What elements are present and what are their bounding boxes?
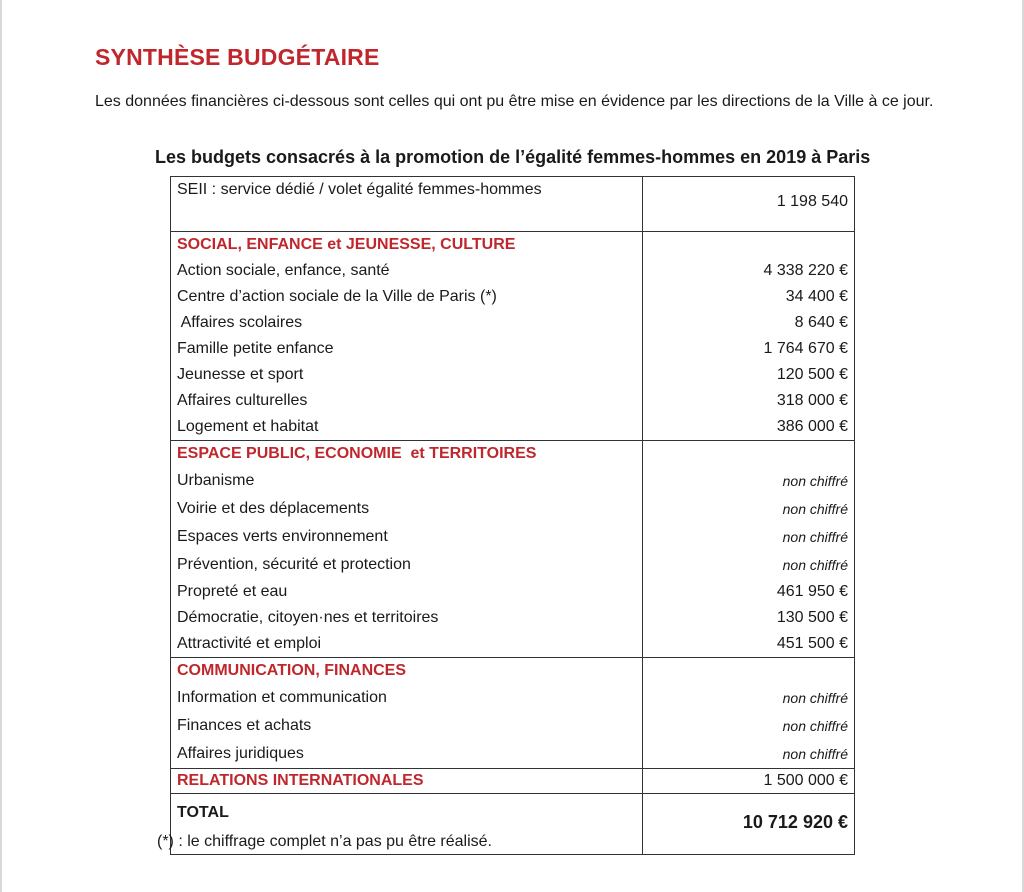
table-row-seii	[171, 177, 855, 232]
item-label: Propreté et eau	[177, 583, 288, 600]
section-heading: COMMUNICATION, FINANCES	[177, 662, 407, 679]
item-label: Voirie et des déplacements	[177, 500, 370, 517]
item-amount: non chiffré	[782, 501, 848, 517]
section-heading-spacer	[643, 232, 848, 258]
item-amount: 461 950 €	[776, 583, 848, 600]
item-amount: non chiffré	[782, 557, 848, 573]
item-label: Attractivité et emploi	[177, 635, 322, 652]
seii-label: SEII : service dédié / volet égalité femmes-hommes	[171, 177, 643, 232]
budget-table	[170, 176, 855, 855]
intro-paragraph: Les données financières ci-dessous sont celles qui ont pu être mise en évidence par les directions de la Ville à ce jour.	[95, 93, 934, 110]
item-label: Urbanisme	[177, 472, 255, 489]
table-title: Les budgets consacrés à la promotion de l’égalité femmes-hommes en 2019 à Paris	[155, 147, 871, 167]
item-amount: 451 500 €	[776, 635, 848, 652]
section-heading-spacer	[643, 658, 848, 684]
item-amount: 318 000 €	[776, 392, 848, 409]
item-amount: 4 338 220 €	[763, 262, 848, 279]
item-amount: 34 400 €	[785, 288, 848, 305]
section-social	[171, 232, 855, 441]
item-amount: non chiffré	[782, 529, 848, 545]
international-label: RELATIONS INTERNATIONALES	[171, 769, 643, 794]
section-heading: ESPACE PUBLIC, ECONOMIE et TERRITOIRES	[177, 445, 537, 462]
footnote: (*) : le chiffrage complet n’a pas pu être réalisé.	[157, 833, 492, 850]
item-amount: 386 000 €	[776, 418, 848, 435]
item-label: Information et communication	[177, 689, 387, 706]
item-amount: non chiffré	[782, 473, 848, 489]
item-label: Affaires scolaires	[177, 314, 303, 331]
item-amount: non chiffré	[782, 718, 848, 734]
total-amount: 10 712 920 €	[643, 794, 855, 855]
item-amount: non chiffré	[782, 690, 848, 706]
item-label: Affaires culturelles	[177, 392, 308, 409]
item-amount: 8 640 €	[794, 314, 848, 331]
section-communication	[171, 658, 855, 769]
item-label: Finances et achats	[177, 717, 312, 734]
item-label: Prévention, sécurité et protection	[177, 556, 411, 573]
table-row-international	[171, 769, 855, 794]
item-amount: 120 500 €	[776, 366, 848, 383]
page-title: SYNTHÈSE BUDGÉTAIRE	[95, 44, 380, 70]
item-label: Démocratie, citoyen·nes et territoires	[177, 609, 439, 626]
section-espace-public	[171, 441, 855, 658]
item-amount: 130 500 €	[776, 609, 848, 626]
international-amount: 1 500 000 €	[643, 769, 855, 794]
item-label: Espaces verts environnement	[177, 528, 388, 545]
section-heading-spacer	[643, 441, 848, 467]
item-label: Centre d’action sociale de la Ville de Paris (*)	[177, 288, 497, 305]
item-label: Jeunesse et sport	[177, 366, 304, 383]
item-label: Affaires juridiques	[177, 745, 304, 762]
item-amount: non chiffré	[782, 746, 848, 762]
item-label: Famille petite enfance	[177, 340, 334, 357]
total-label: TOTAL	[171, 794, 643, 855]
section-heading: SOCIAL, ENFANCE et JEUNESSE, CULTURE	[177, 236, 516, 253]
seii-amount: 1 198 540	[643, 177, 855, 232]
item-label: Action sociale, enfance, santé	[177, 262, 390, 279]
item-amount: 1 764 670 €	[763, 340, 848, 357]
item-label: Logement et habitat	[177, 418, 319, 435]
